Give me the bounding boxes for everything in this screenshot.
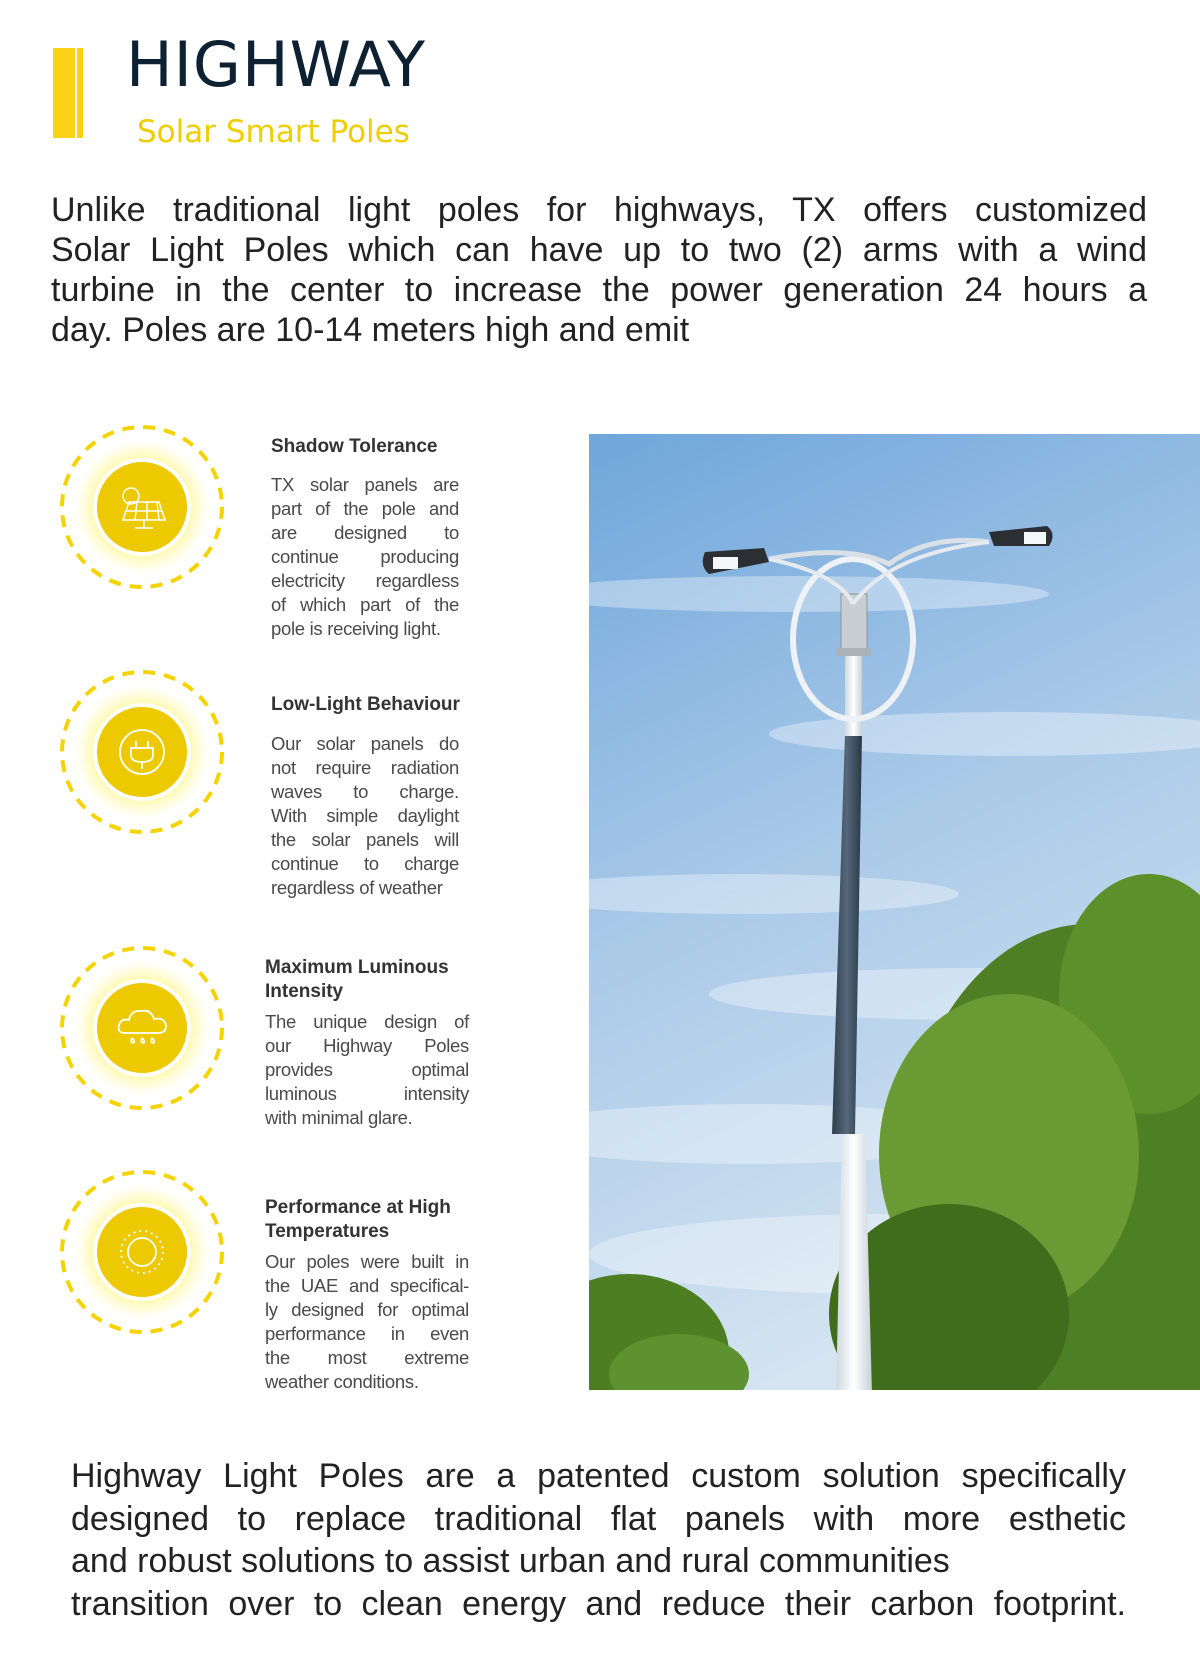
accent-bar	[53, 48, 75, 138]
feature-badge-shadow-tolerance	[59, 424, 225, 590]
text-line: continue to charge	[271, 853, 459, 874]
text-line: TX solar panels are	[271, 474, 459, 495]
text-line: Performance at High	[265, 1197, 451, 1218]
text-line: of which part of the	[271, 594, 459, 615]
text-line: our Highway Poles	[265, 1035, 469, 1056]
text-line: waves to charge.	[271, 781, 459, 802]
intro-line: turbine in the center to increase the power generation 24 hours a	[51, 271, 1147, 309]
feature-title	[271, 435, 437, 459]
intro-line: Unlike traditional light poles for highways, TX offers customized	[51, 191, 1147, 229]
closing-line: Highway Light Poles are a patented custom solution specifically	[71, 1457, 1126, 1495]
feature-title	[265, 1196, 451, 1244]
text-line: weather conditions.	[265, 1371, 419, 1392]
text-line: continue producing	[271, 546, 459, 567]
feature-title	[271, 693, 460, 717]
text-line: Intensity	[265, 981, 344, 1002]
feature-badge-high-temperatures	[59, 1169, 225, 1335]
text-line: Our solar panels do	[271, 733, 459, 754]
text-line: Low-Light Behaviour	[271, 694, 460, 715]
feature-description	[265, 1250, 469, 1394]
feature-description	[271, 732, 459, 900]
page-subtitle: Solar Smart Poles	[137, 114, 410, 150]
text-line: are designed to	[271, 522, 459, 543]
feature-title	[265, 956, 449, 1004]
feature-description	[265, 1010, 469, 1130]
text-line: not require radiation	[271, 757, 459, 778]
text-line: With simple daylight	[271, 805, 459, 826]
feature-description	[271, 473, 459, 641]
text-line: electricity regardless	[271, 570, 459, 591]
closing-line: and robust solutions to assist urban and rural communities	[71, 1542, 950, 1580]
text-line: with minimal glare.	[265, 1107, 413, 1128]
text-line: the most extreme	[265, 1347, 469, 1368]
text-line: the solar panels will	[271, 829, 459, 850]
text-line: regardless of weather	[271, 877, 443, 898]
text-line: performance in even	[265, 1323, 469, 1344]
text-line: Shadow Tolerance	[271, 436, 438, 457]
text-line: Temperatures	[265, 1221, 390, 1242]
text-line: pole is receiving light.	[271, 618, 441, 639]
intro-line: day. Poles are 10-14 meters high and emit	[51, 311, 690, 349]
text-line: the UAE and specifical-	[265, 1275, 469, 1296]
text-line: The unique design of	[265, 1011, 469, 1032]
text-line: part of the pole and	[271, 498, 459, 519]
text-line: provides optimal	[265, 1059, 469, 1080]
feature-badge-luminous-intensity	[59, 945, 225, 1111]
feature-badge-low-light	[59, 669, 225, 835]
closing-line: designed to replace traditional flat panels with more esthetic	[71, 1499, 1126, 1538]
solar-pole-photo	[589, 434, 1200, 1390]
page-title: HIGHWAY	[126, 28, 426, 101]
text-line: luminous intensity	[265, 1083, 469, 1104]
closing-paragraph	[71, 1455, 1126, 1625]
accent-bar-thin	[77, 48, 83, 138]
closing-line: transition over to clean energy and reduce their carbon footprint.	[71, 1584, 1126, 1623]
text-line: ly designed for optimal	[265, 1299, 469, 1320]
text-line: Maximum Luminous	[265, 957, 449, 978]
intro-paragraph	[51, 190, 1147, 350]
intro-line: Solar Light Poles which can have up to two (2) arms with a wind	[51, 231, 1147, 269]
text-line: Our poles were built in	[265, 1251, 469, 1272]
